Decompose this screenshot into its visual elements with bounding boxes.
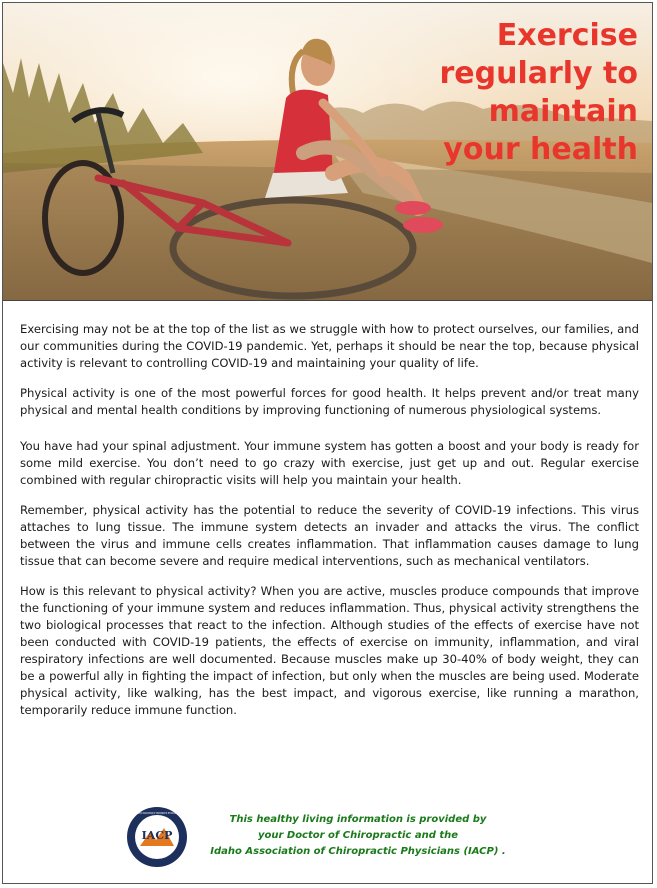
paragraph-3: You have had your spinal adjustment. Your immune system has gotten a boost and your body is ready for some mild exercise. You don’t need to go crazy with exercise, just get up and out. Regular exercise combined with regular chiropractic visits will help you maintain your health. xyxy=(20,439,639,487)
footer-credit xyxy=(193,812,523,860)
paragraph-2: Physical activity is one of the most powerful forces for good health. It helps prevent and/or treat many physical and mental health conditions by improving functioning of numerous physiological systems. xyxy=(20,386,639,417)
headline-line-1: Exercise xyxy=(496,18,638,53)
headline xyxy=(338,17,638,169)
paragraph-5: How is this relevant to physical activity? When you are active, muscles produce compounds that improve the functioning of your immune system and reduces inflammation. Thus, physical activity strengthens the two biological processes that react to the infection. Although studies of the effects of exercise have not been conducted with COVID-19 patients, the effects of exercise on immunity, inflammation, and viral respiratory infections are well documented. Because muscles make up 30-40% of body weight, they can be a powerful ally in fighting the impact of infection, but only when the muscles are being used. Moderate physical activity, like walking, has the best impact, and vigorous exercise, like running a marathon, temporarily reduce immune function. xyxy=(20,584,639,717)
logo-ring-text: IDAHO ASSOCIATION OF CHIROPRACTIC PHYSICIANS xyxy=(137,812,205,815)
iacp-logo xyxy=(126,806,205,868)
footer-line-1: This healthy living information is provided by xyxy=(229,814,487,825)
footer xyxy=(3,798,652,878)
paragraph-4: Remember, physical activity has the potential to reduce the severity of COVID-19 infections. This virus attaches to lung tissue. The immune system detects an invader and attacks the virus. The conflict between the virus and immune cells creates inflammation. That inflammation causes damage to lung tissue that can become severe and require medical interventions, such as mechanical ventilators. xyxy=(20,503,639,568)
hero-photo xyxy=(3,3,652,301)
footer-line-2: your Doctor of Chiropractic and the xyxy=(257,830,459,841)
headline-line-4: your health xyxy=(443,132,638,167)
footer-line-3: Idaho Association of Chiropractic Physicians (IACP) . xyxy=(210,846,506,857)
flyer-page xyxy=(2,2,653,884)
paragraph-1: Exercising may not be at the top of the list as we struggle with how to protect ourselves, our families, and our communities during the COVID-19 pandemic. Yet, perhaps it should be near the top, because physical activity is relevant to controlling COVID-19 and maintaining your quality of life. xyxy=(20,322,639,370)
headline-line-3: maintain xyxy=(488,94,638,129)
headline-line-2: regularly to xyxy=(439,56,638,91)
logo-text: IACP xyxy=(141,829,173,842)
article-body xyxy=(20,321,639,732)
